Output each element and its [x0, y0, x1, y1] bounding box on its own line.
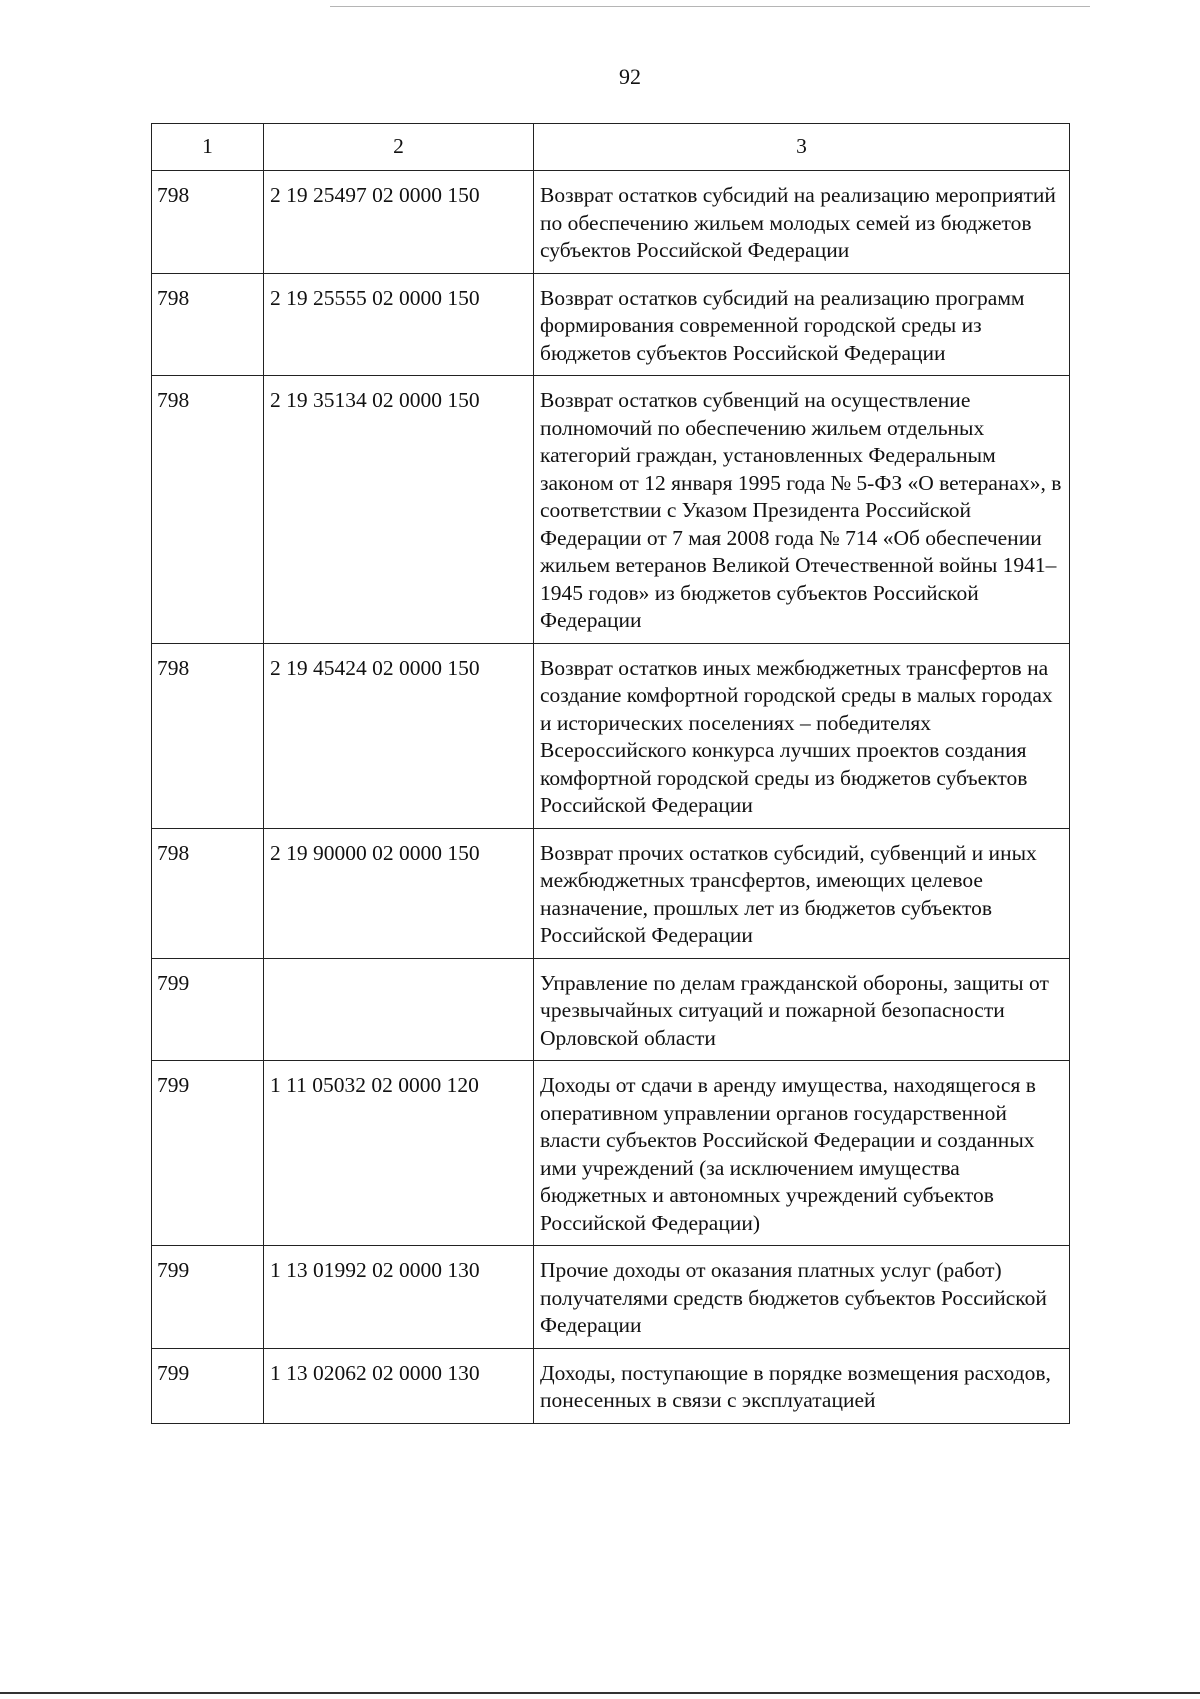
admin-code-cell: 798 [152, 273, 264, 376]
column-header-1: 1 [152, 124, 264, 171]
table-row [152, 273, 1070, 376]
revenue-codes-table [151, 123, 1070, 1424]
table-header-row [152, 124, 1070, 171]
column-header-2: 2 [264, 124, 534, 171]
budget-code-cell: 1 13 02062 02 0000 130 [264, 1348, 534, 1423]
bottom-scan-rule [0, 1692, 1200, 1694]
column-header-3: 3 [534, 124, 1070, 171]
admin-code-cell: 799 [152, 958, 264, 1061]
budget-code-cell: 2 19 35134 02 0000 150 [264, 376, 534, 644]
description-cell: Возврат остатков субсидий на реализацию программ формирования современной городской среды из бюджетов субъектов Российской Федерации [534, 273, 1070, 376]
budget-code-cell: 1 11 05032 02 0000 120 [264, 1061, 534, 1246]
admin-code-cell: 799 [152, 1348, 264, 1423]
admin-code-cell: 799 [152, 1246, 264, 1349]
page-number: 92 [619, 64, 641, 89]
table-row [152, 828, 1070, 958]
description-cell: Доходы, поступающие в порядке возмещения расходов, понесенных в связи с эксплуатацией [534, 1348, 1070, 1423]
description-cell: Возврат остатков субвенций на осуществление полномочий по обеспечению жильем отдельных категорий граждан, установленных Федеральным законом от 12 января 1995 года № 5-ФЗ «О ветеранах», в соответствии с Указом Президента Российской Федерации от 7 мая 2008 года № 714 «Об обеспечении жильем ветеранов Великой Отечественной войны 1941–1945 годов» из бюджетов субъектов Российской Федерации [534, 376, 1070, 644]
budget-code-cell: 2 19 90000 02 0000 150 [264, 828, 534, 958]
top-scan-rule [330, 6, 1090, 7]
table-row [152, 1348, 1070, 1423]
admin-code-cell: 798 [152, 171, 264, 274]
budget-code-cell: 2 19 25497 02 0000 150 [264, 171, 534, 274]
description-cell: Возврат прочих остатков субсидий, субвенций и иных межбюджетных трансфертов, имеющих целевое назначение, прошлых лет из бюджетов субъектов Российской Федерации [534, 828, 1070, 958]
description-cell: Возврат остатков субсидий на реализацию мероприятий по обеспечению жильем молодых семей из бюджетов субъектов Российской Федерации [534, 171, 1070, 274]
table-row [152, 643, 1070, 828]
budget-code-cell: 2 19 45424 02 0000 150 [264, 643, 534, 828]
table-row [152, 1246, 1070, 1349]
admin-code-cell: 798 [152, 376, 264, 644]
description-cell: Управление по делам гражданской обороны, защиты от чрезвычайных ситуаций и пожарной безопасности Орловской области [534, 958, 1070, 1061]
admin-code-cell: 799 [152, 1061, 264, 1246]
admin-code-cell: 798 [152, 828, 264, 958]
description-cell: Прочие доходы от оказания платных услуг (работ) получателями средств бюджетов субъектов Российской Федерации [534, 1246, 1070, 1349]
table-row [152, 171, 1070, 274]
admin-code-cell: 798 [152, 643, 264, 828]
description-cell: Возврат остатков иных межбюджетных трансфертов на создание комфортной городской среды в малых городах и исторических поселениях – победителях Всероссийского конкурса лучших проектов создания комфортной городской среды из бюджетов субъектов Российской Федерации [534, 643, 1070, 828]
budget-code-cell: 2 19 25555 02 0000 150 [264, 273, 534, 376]
table-row [152, 1061, 1070, 1246]
table-row [152, 376, 1070, 644]
budget-code-cell: 1 13 01992 02 0000 130 [264, 1246, 534, 1349]
budget-code-cell [264, 958, 534, 1061]
description-cell: Доходы от сдачи в аренду имущества, находящегося в оперативном управлении органов государственной власти субъектов Российской Федерации и созданных ими учреждений (за исключением имущества бюджетных и автономных учреждений субъектов Российской Федерации) [534, 1061, 1070, 1246]
table-row [152, 958, 1070, 1061]
